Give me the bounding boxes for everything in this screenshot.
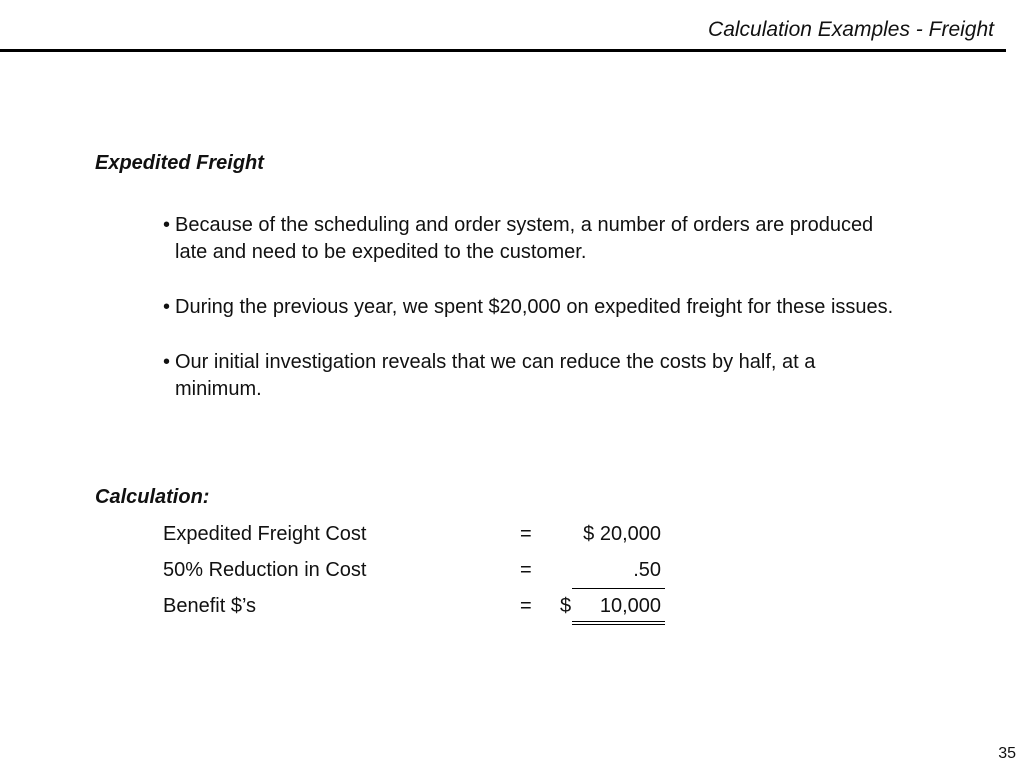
bullet-text: Our initial investigation reveals that we can reduce the costs by half, at a minimum. [175,351,816,400]
calc-double-underline-top [572,621,665,622]
bullet-text: During the previous year, we spent $20,000 on expedited freight for these issues. [175,296,894,318]
bullet-mark: • [163,296,171,318]
calc-row-benefit [0,595,1024,625]
calc-operator: = [520,559,532,581]
page-number: 35 [998,745,1016,762]
bullet-text: Because of the scheduling and order system, a number of orders are produced late and need to be expedited to the customer. [175,214,874,263]
calc-value: .50 [633,559,661,581]
calc-double-underline-bottom [572,624,665,625]
calc-label: 50% Reduction in Cost [163,559,367,581]
bullet-mark: • [163,214,171,236]
calc-operator: = [520,595,532,617]
section-heading-expedited-freight: Expedited Freight [95,152,264,174]
title-divider [0,49,1006,52]
calc-value: $ 20,000 [583,523,661,545]
bullet-item [163,294,903,321]
section-heading-calculation: Calculation: [95,486,210,508]
slide-title: Calculation Examples - Freight [708,18,994,41]
bullet-list [163,212,903,431]
bullet-item [163,212,903,266]
calc-value: 10,000 [599,595,661,617]
calc-label: Expedited Freight Cost [163,523,367,545]
calc-row-reduction [0,559,1024,589]
calc-single-underline [572,588,665,589]
calc-operator: = [520,523,532,545]
calc-row-expedited-freight-cost [0,523,1024,553]
bullet-mark: • [163,351,171,373]
calc-label: Benefit $’s [163,595,257,617]
bullet-item [163,349,903,403]
calc-currency: $ [560,595,572,617]
